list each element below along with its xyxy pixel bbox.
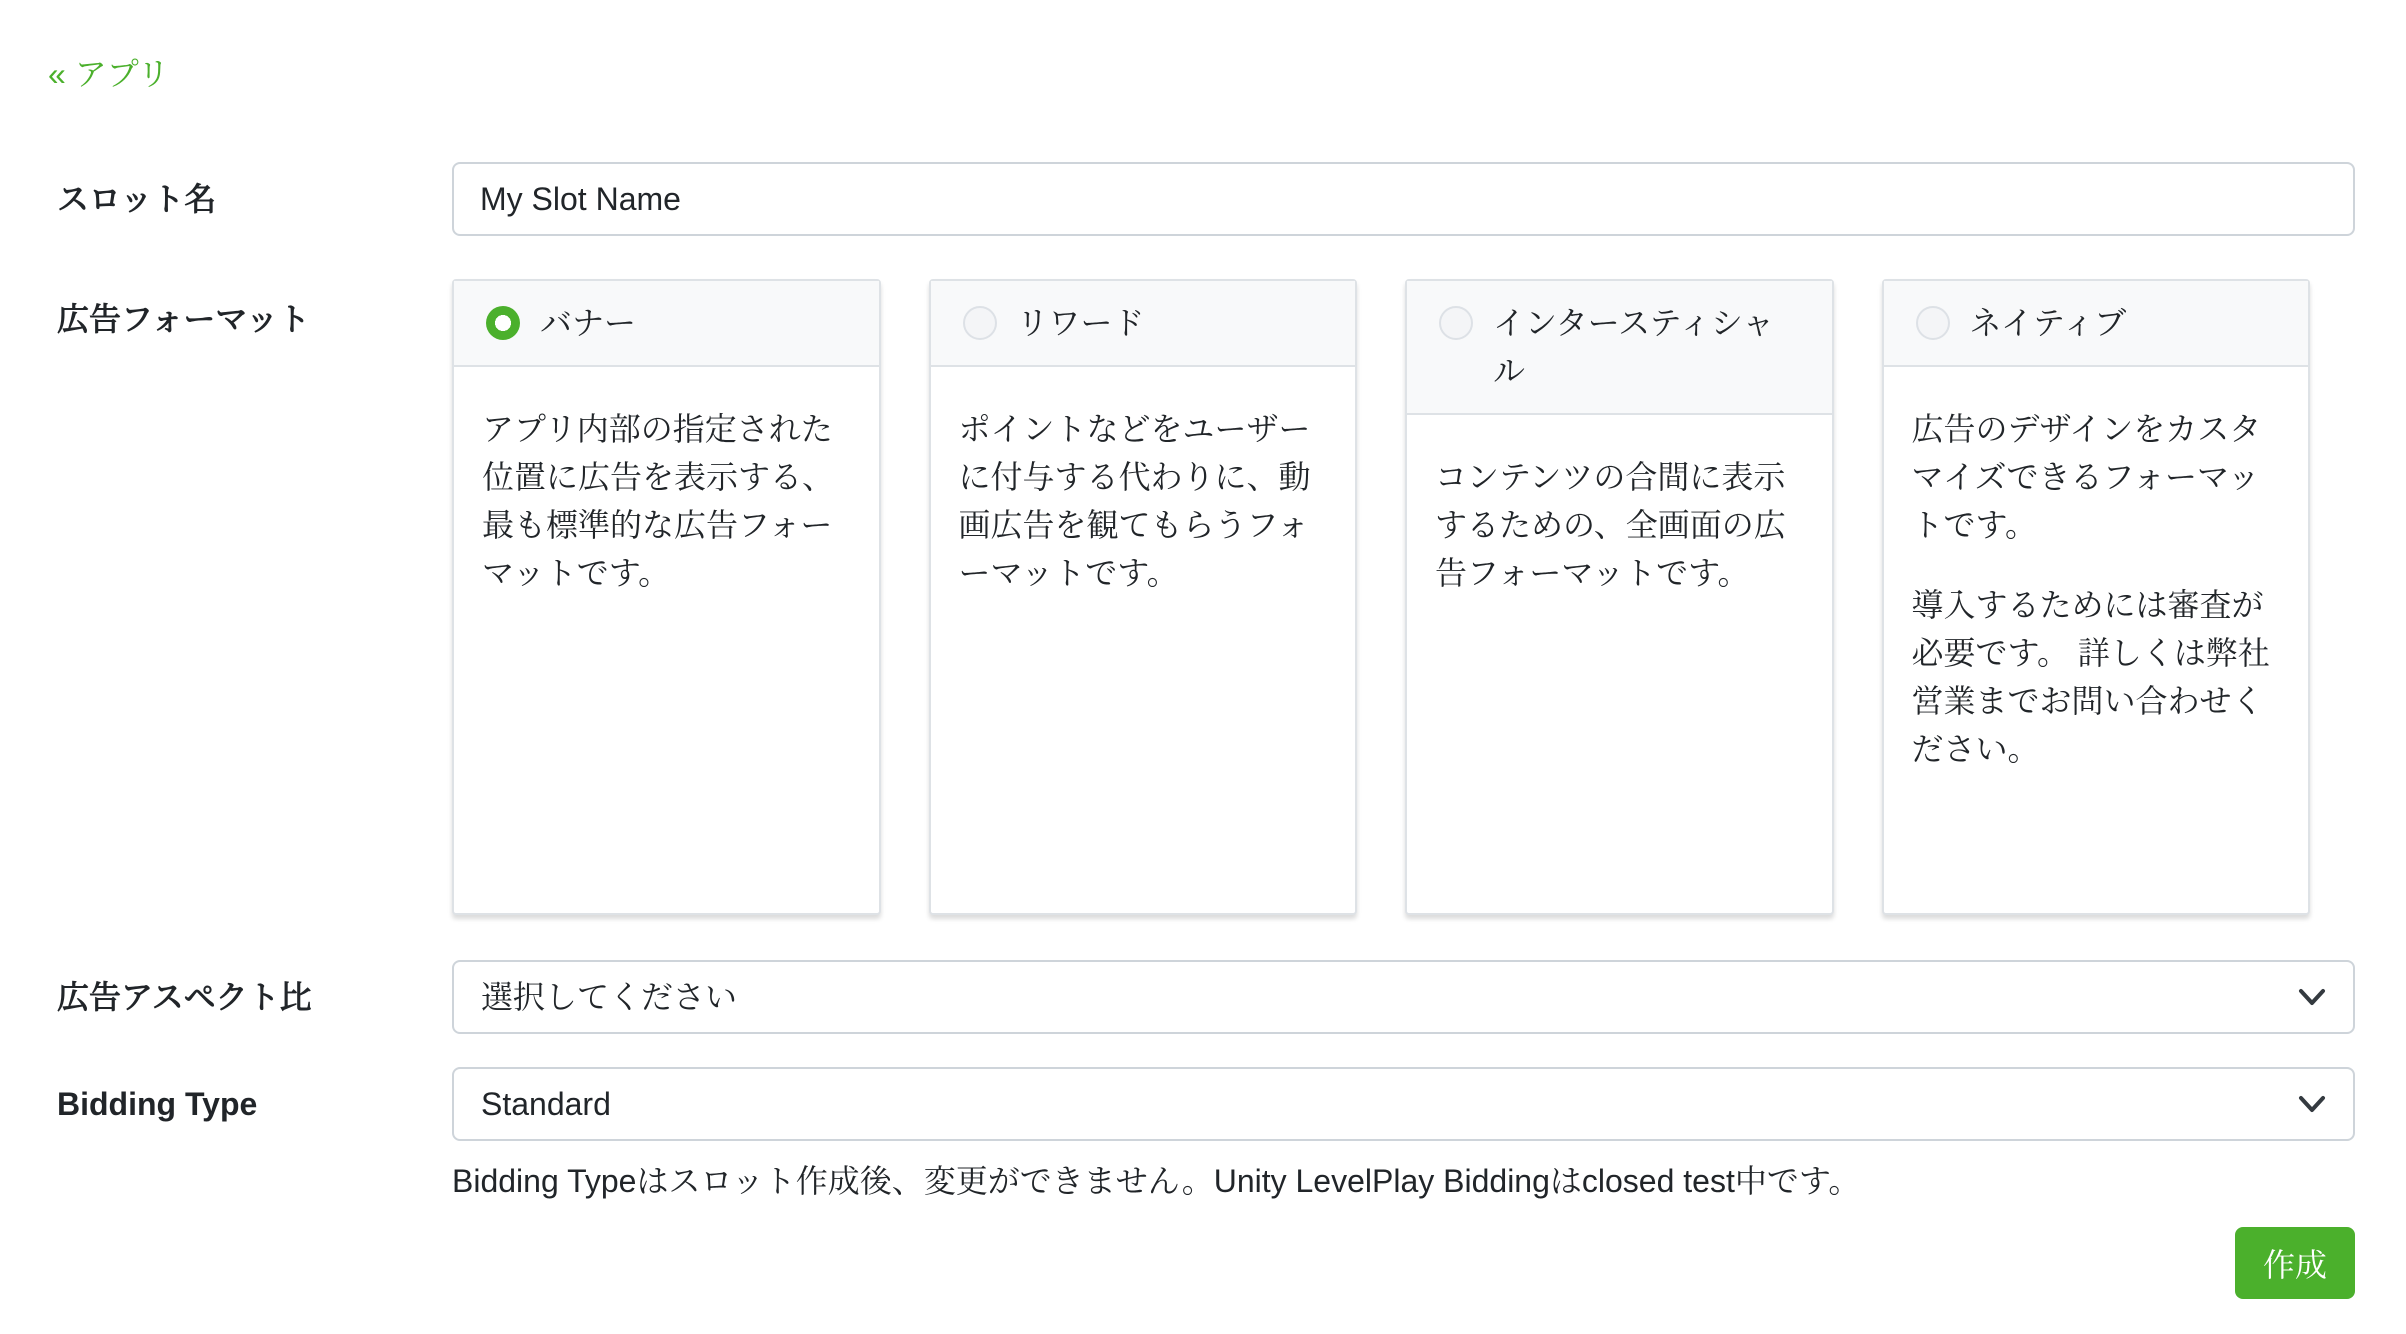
format-card-interstitial[interactable] [1405, 279, 1834, 915]
chevron-down-icon [2297, 983, 2327, 1011]
bidding-type-note: Bidding Typeはスロット作成後、変更ができません。Unity LevelPlay Biddingはclosed test中です。 [452, 1163, 1861, 1199]
radio-unselected-icon[interactable] [1439, 306, 1473, 340]
format-card-native[interactable] [1882, 279, 2311, 915]
format-card-title: ネイティブ [1969, 305, 2127, 341]
ad-format-options [452, 279, 2310, 915]
format-card-reward[interactable] [929, 279, 1358, 915]
format-card-title: リワード [1016, 305, 1145, 341]
slot-name-row [48, 162, 2355, 236]
format-description-text-2: 導入するためには審査が必要です。 詳しくは弊社営業までお問い合わせください。 [1911, 587, 2270, 767]
back-to-apps-link[interactable]: « アプリ [48, 56, 170, 92]
slot-create-form [48, 162, 2355, 1299]
format-description-text: ポイントなどをユーザーに付与する代わりに、動画広告を観てもらうフォーマットです。 [958, 411, 1311, 591]
radio-selected-icon[interactable] [486, 306, 520, 340]
format-card-description [1407, 415, 1832, 657]
format-description-text: 広告のデザインをカスタマイズできるフォーマットです。 [1911, 411, 2262, 543]
chevron-down-icon [2297, 1090, 2327, 1118]
aspect-ratio-row [48, 960, 2355, 1034]
bidding-type-label: Bidding Type [57, 1086, 258, 1122]
bidding-type-selected-value: Standard [481, 1086, 611, 1122]
format-card-banner-header[interactable] [454, 281, 879, 367]
radio-unselected-icon[interactable] [963, 306, 997, 340]
format-card-description [1884, 367, 2309, 833]
radio-unselected-icon[interactable] [1916, 306, 1950, 340]
slot-name-input[interactable] [452, 162, 2355, 236]
format-card-description [931, 367, 1356, 657]
bidding-type-row [48, 1067, 2355, 1299]
bidding-type-select[interactable] [452, 1067, 2355, 1141]
create-button[interactable]: 作成 [2235, 1227, 2355, 1299]
format-card-native-header[interactable] [1884, 281, 2309, 367]
slot-name-label: スロット名 [57, 181, 217, 217]
format-card-interstitial-header[interactable] [1407, 281, 1832, 415]
aspect-ratio-label: 広告アスペクト比 [57, 979, 312, 1015]
aspect-ratio-selected-value: 選択してください [481, 979, 738, 1015]
format-card-title: バナー [540, 305, 637, 341]
format-description-text: コンテンツの合間に表示するための、全画面の広告フォーマットです。 [1435, 459, 1786, 591]
format-card-description [454, 367, 879, 657]
format-card-title: インタースティシャル [1493, 305, 1775, 389]
format-card-banner[interactable] [452, 279, 881, 915]
format-card-reward-header[interactable] [931, 281, 1356, 367]
format-description-text: アプリ内部の指定された位置に広告を表示する、最も標準的な広告フォーマットです。 [482, 411, 835, 591]
aspect-ratio-select[interactable] [452, 960, 2355, 1034]
form-actions [452, 1227, 2355, 1299]
ad-format-label: 広告フォーマット [57, 301, 311, 337]
ad-format-row [48, 279, 2355, 915]
